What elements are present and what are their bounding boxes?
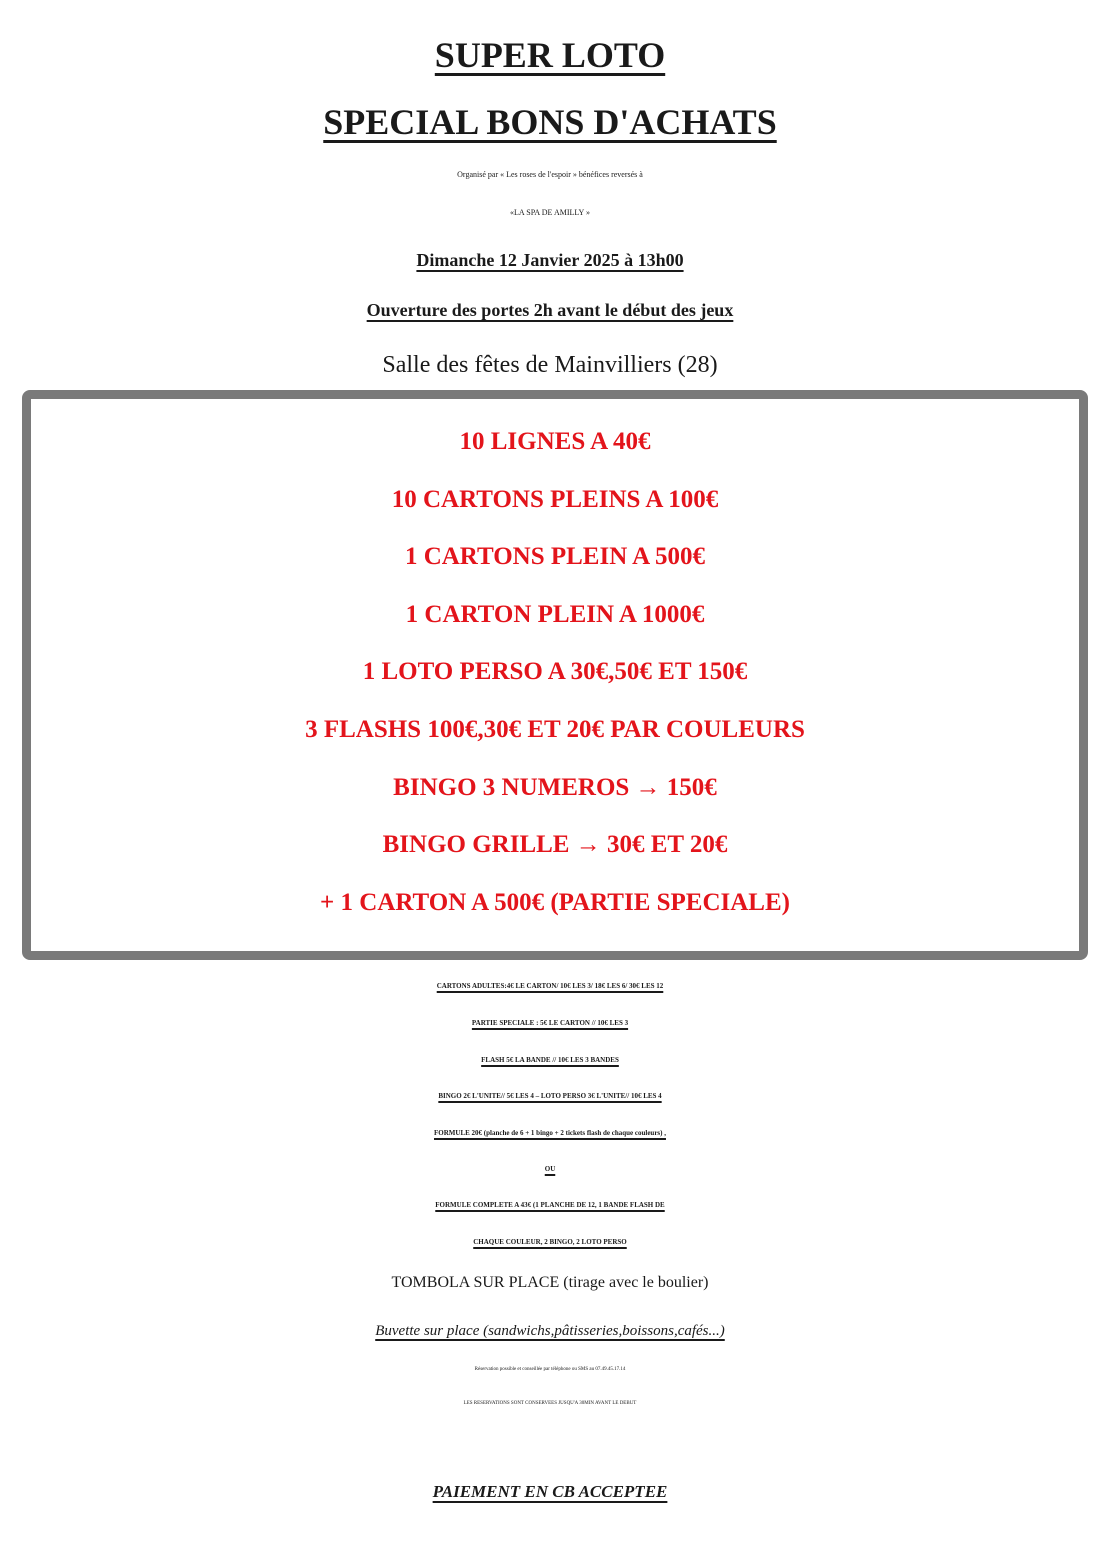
payment-info: PAIEMENT EN CB ACCEPTEE — [432, 1482, 668, 1501]
price-formule-complete-line1: FORMULE COMPLETE A 43€ (1 PLANCHE DE 12, 1 BANDE FLASH DE — [435, 1201, 665, 1209]
event-date: Dimanche 12 Janvier 2025 à 13h00 — [416, 250, 684, 270]
price-adult-cards: CARTONS ADULTES:4€ LE CARTON/ 10€ LES 3/ 18€ LES 6/ 30€ LES 12 — [436, 982, 664, 990]
price-or-separator: OU — [544, 1165, 556, 1173]
prize-item: 1 CARTONS PLEIN A 500€ — [404, 543, 706, 571]
organizer-line: Organisé par « Les roses de l'espoir » bénéfices reversés à — [457, 170, 643, 179]
prize-item: BINGO 3 NUMEROS → 150€ — [393, 773, 717, 801]
price-formule-complete-line2: CHAQUE COULEUR, 2 BINGO, 2 LOTO PERSO — [473, 1238, 627, 1246]
title-special-bons-achats: SPECIAL BONS D'ACHATS — [323, 102, 777, 142]
price-formule-20: FORMULE 20€ (planche de 6 + 1 bingo + 2 tickets flash de chaque couleurs) , — [434, 1129, 666, 1137]
doors-opening: Ouverture des portes 2h avant le début des jeux — [366, 300, 734, 320]
prize-item: + 1 CARTON A 500€ (PARTIE SPECIALE) — [320, 888, 790, 916]
reservation-info: Réservation possible et conseillée par téléphone ou SMS au 07.49.45.17.14 — [474, 1367, 626, 1372]
prize-item: BINGO GRILLE → 30€ ET 20€ — [382, 831, 728, 859]
buvette-info: Buvette sur place (sandwichs,pâtisseries,boissons,cafés...) — [375, 1323, 725, 1339]
prize-list — [31, 413, 1079, 931]
venue: Salle des fêtes de Mainvilliers (28) — [382, 352, 718, 378]
prize-item: 10 LIGNES A 40€ — [459, 428, 651, 455]
price-flash: FLASH 5€ LA BANDE // 10€ LES 3 BANDES — [481, 1056, 619, 1064]
prize-item: 10 CARTONS PLEINS A 100€ — [391, 485, 719, 513]
price-special-game: PARTIE SPECIALE : 5€ LE CARTON // 10€ LES 3 — [471, 1019, 629, 1027]
prize-item: 3 FLASHS 100€,30€ ET 20€ PAR COULEURS — [305, 715, 805, 743]
beneficiary-line: «LA SPA DE AMILLY » — [510, 208, 590, 217]
reservations-kept-info: LES RESERVATIONS SONT CONSERVEES JUSQU'A 30MIN AVANT LE DEBUT — [463, 1401, 637, 1406]
tombola-info: TOMBOLA SUR PLACE (tirage avec le boulier) — [391, 1274, 709, 1291]
prize-item: 1 CARTON PLEIN A 1000€ — [405, 600, 705, 628]
prize-item: 1 LOTO PERSO A 30€,50€ ET 150€ — [362, 658, 748, 686]
title-super-loto: SUPER LOTO — [434, 35, 666, 75]
price-bingo-loto-perso: BINGO 2€ L'UNITE// 5€ LES 4 – LOTO PERSO 3€ L'UNITE// 10€ LES 4 — [438, 1092, 662, 1100]
prize-box — [22, 390, 1088, 960]
